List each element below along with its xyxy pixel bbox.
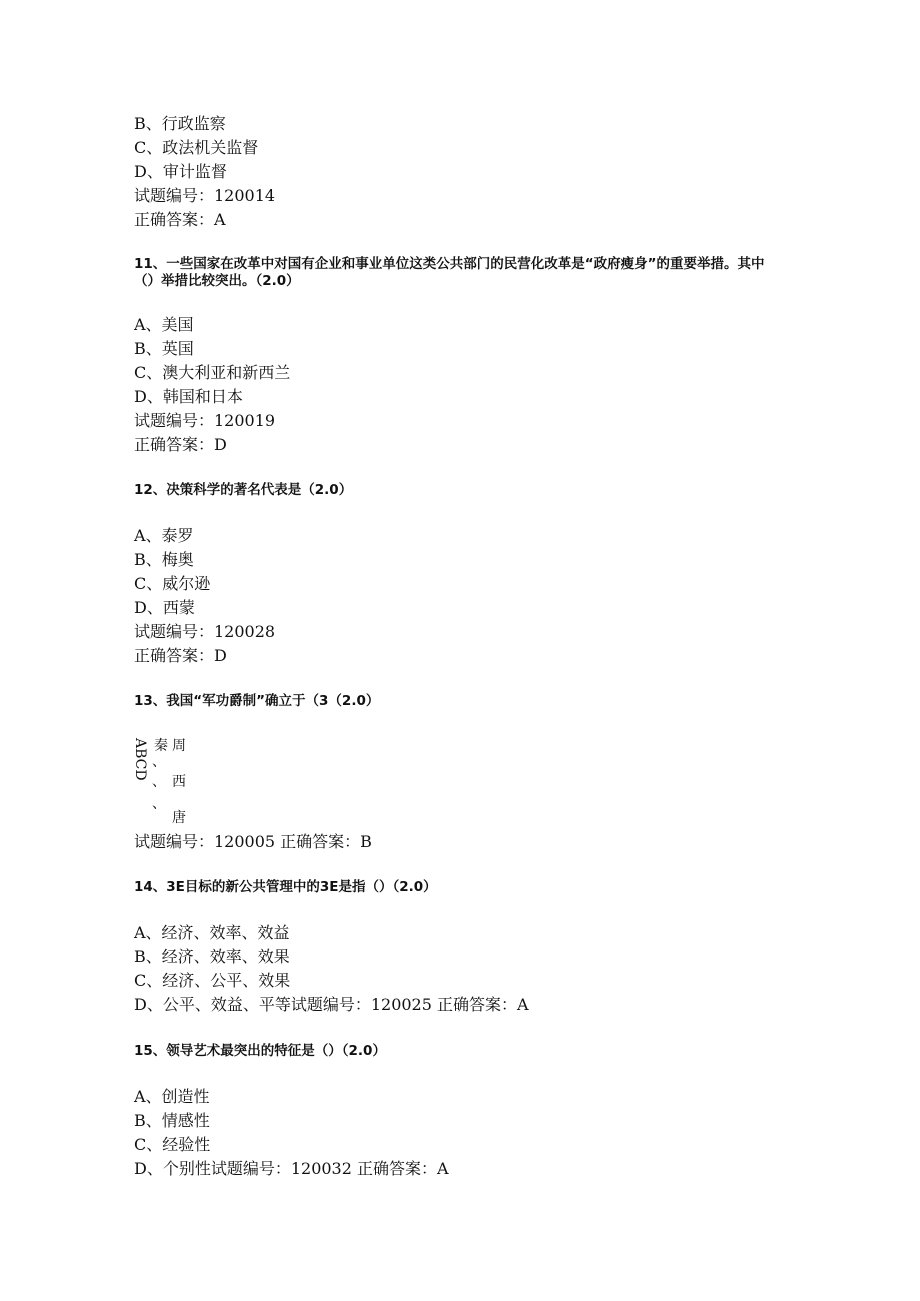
prev-option-b: B、行政监察 xyxy=(134,114,226,133)
q15-option-b: B、情感性 xyxy=(134,1111,210,1130)
q12-question: 12、决策科学的著名代表是（2.0） xyxy=(134,482,353,498)
q13-fragment-qin: 秦 xyxy=(154,738,168,754)
q11-option-b: B、英国 xyxy=(134,339,194,358)
q13-fragment-tang: 唐 xyxy=(172,810,186,826)
q11-question-id: 试题编号：120019 xyxy=(134,411,276,430)
prev-question-id: 试题编号：120014 xyxy=(134,186,276,205)
q12-option-d: D、西蒙 xyxy=(134,598,195,617)
q14-question: 14、3E目标的新公共管理中的3E是指（）（2.0） xyxy=(134,879,437,895)
q15-option-a: A、创造性 xyxy=(134,1087,210,1106)
q13-fragment-comma-2: 、 xyxy=(152,774,166,790)
q14-option-c: C、经济、公平、效果 xyxy=(134,971,291,990)
q11-option-a: A、美国 xyxy=(134,315,194,334)
q13-fragment-xi: 西 xyxy=(172,774,186,790)
q13-fragment-comma-3: 、 xyxy=(152,796,166,812)
q12-question-id: 试题编号：120028 xyxy=(134,622,276,641)
q12-answer: 正确答案：D xyxy=(134,646,227,665)
q13-fragment-comma-1: 、 xyxy=(152,754,166,770)
q13-fragment-zhou: 周 xyxy=(172,738,186,754)
q15-option-d-id-answer: D、个别性试题编号：120032 正确答案：A xyxy=(134,1159,449,1178)
q13-vertical-letters: ABCD xyxy=(132,738,148,781)
q11-option-d: D、韩国和日本 xyxy=(134,387,243,406)
q11-question: 11、一些国家在改革中对国有企业和事业单位这类公共部门的民营化改革是“政府瘦身”的重要举措。其中（）举措比较突出。（2.0） xyxy=(134,256,765,289)
q13-question: 13、我国“军功爵制”确立于（3（2.0） xyxy=(134,693,380,709)
prev-option-c: C、政法机关监督 xyxy=(134,138,259,157)
q12-option-c: C、威尔逊 xyxy=(134,574,211,593)
q15-option-c: C、经验性 xyxy=(134,1135,211,1154)
q14-option-a: A、经济、效率、效益 xyxy=(134,923,290,942)
q12-option-a: A、泰罗 xyxy=(134,526,194,545)
q11-option-c: C、澳大利亚和新西兰 xyxy=(134,363,291,382)
q14-option-d-id-answer: D、公平、效益、平等试题编号：120025 正确答案：A xyxy=(134,995,529,1014)
prev-answer: 正确答案：A xyxy=(134,210,226,229)
q12-option-b: B、梅奥 xyxy=(134,550,194,569)
q14-option-b: B、经济、效率、效果 xyxy=(134,947,290,966)
q11-answer: 正确答案：D xyxy=(134,435,227,454)
q13-id-answer: 试题编号：120005 正确答案：B xyxy=(134,832,372,851)
prev-option-d: D、审计监督 xyxy=(134,162,227,181)
q15-question: 15、领导艺术最突出的特征是（）（2.0） xyxy=(134,1043,386,1059)
